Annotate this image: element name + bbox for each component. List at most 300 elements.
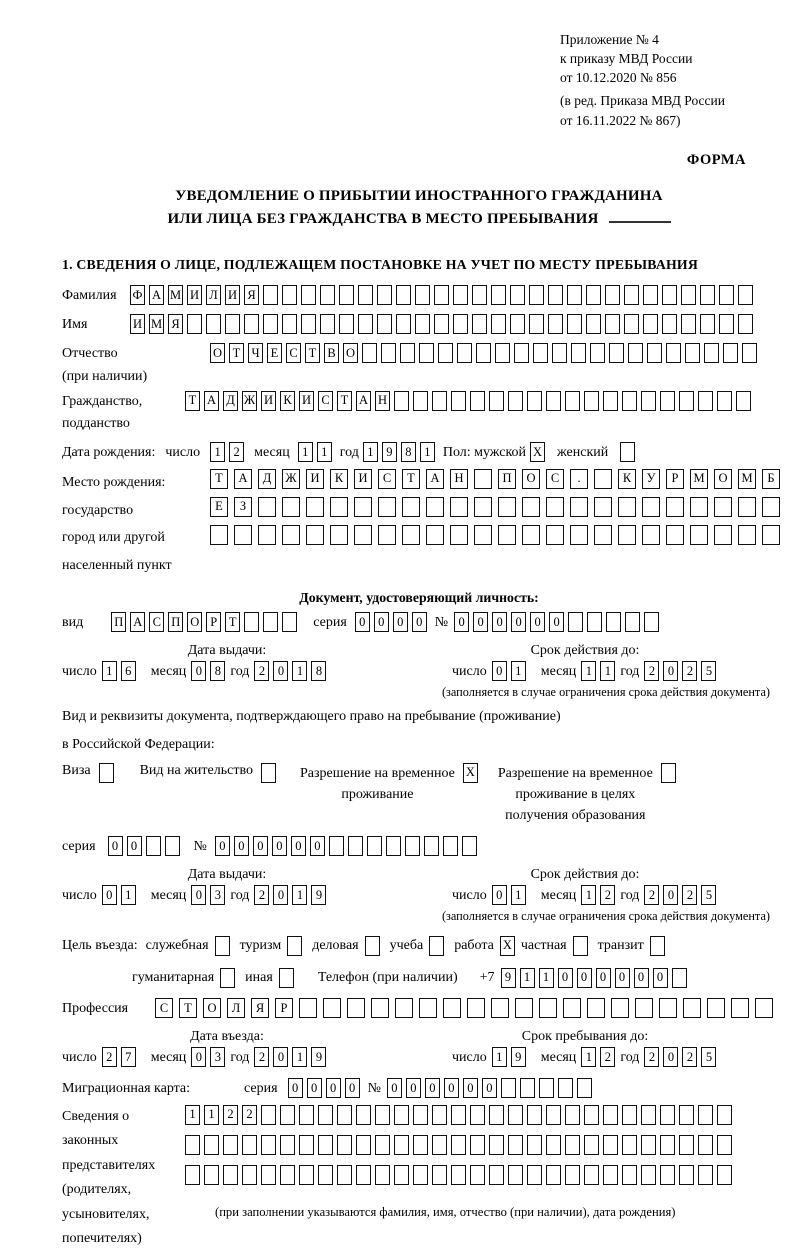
char-cell[interactable]: М: [738, 469, 756, 489]
char-cell[interactable]: [204, 1165, 219, 1185]
char-cell[interactable]: [565, 1135, 580, 1155]
char-cell[interactable]: [339, 285, 354, 305]
char-cell[interactable]: 0: [291, 836, 306, 856]
birthplace-line3-input[interactable]: [210, 525, 780, 545]
char-cell[interactable]: [261, 1105, 276, 1125]
char-cell[interactable]: А: [426, 469, 444, 489]
char-cell[interactable]: X: [530, 442, 545, 462]
char-cell[interactable]: [510, 314, 525, 334]
char-cell[interactable]: А: [149, 285, 164, 305]
char-cell[interactable]: [394, 1105, 409, 1125]
char-cell[interactable]: [356, 1165, 371, 1185]
char-cell[interactable]: 0: [272, 836, 287, 856]
char-cell[interactable]: [546, 1135, 561, 1155]
char-cell[interactable]: К: [618, 469, 636, 489]
char-cell[interactable]: [584, 1135, 599, 1155]
char-cell[interactable]: [624, 314, 639, 334]
char-cell[interactable]: [685, 343, 700, 363]
temp-permit-checkbox[interactable]: [463, 763, 478, 783]
char-cell[interactable]: [263, 314, 278, 334]
char-cell[interactable]: [594, 469, 612, 489]
char-cell[interactable]: [337, 1165, 352, 1185]
char-cell[interactable]: И: [261, 391, 276, 411]
char-cell[interactable]: [573, 936, 588, 956]
char-cell[interactable]: И: [225, 285, 240, 305]
char-cell[interactable]: 2: [644, 885, 659, 905]
char-cell[interactable]: С: [378, 469, 396, 489]
char-cell[interactable]: [146, 836, 161, 856]
char-cell[interactable]: [570, 497, 588, 517]
char-cell[interactable]: 0: [355, 612, 370, 632]
char-cell[interactable]: [548, 314, 563, 334]
char-cell[interactable]: [609, 343, 624, 363]
char-cell[interactable]: 7: [121, 1047, 136, 1067]
char-cell[interactable]: [642, 525, 660, 545]
char-cell[interactable]: 0: [273, 1047, 288, 1067]
char-cell[interactable]: [396, 314, 411, 334]
char-cell[interactable]: [318, 1105, 333, 1125]
char-cell[interactable]: 0: [425, 1078, 440, 1098]
char-cell[interactable]: [510, 285, 525, 305]
char-cell[interactable]: 0: [653, 968, 668, 988]
representatives-line1-input[interactable]: [185, 1105, 732, 1125]
char-cell[interactable]: [301, 314, 316, 334]
until-year-input[interactable]: [644, 1047, 716, 1067]
char-cell[interactable]: [386, 836, 401, 856]
char-cell[interactable]: 6: [121, 661, 136, 681]
char-cell[interactable]: [546, 497, 564, 517]
char-cell[interactable]: 0: [102, 885, 117, 905]
char-cell[interactable]: [738, 314, 753, 334]
char-cell[interactable]: 9: [311, 885, 326, 905]
char-cell[interactable]: [330, 525, 348, 545]
char-cell[interactable]: [584, 391, 599, 411]
migration-series-input[interactable]: [288, 1078, 360, 1098]
char-cell[interactable]: [470, 1105, 485, 1125]
char-cell[interactable]: [498, 497, 516, 517]
char-cell[interactable]: [402, 525, 420, 545]
char-cell[interactable]: [280, 1135, 295, 1155]
char-cell[interactable]: [498, 525, 516, 545]
char-cell[interactable]: [529, 285, 544, 305]
char-cell[interactable]: [185, 1165, 200, 1185]
char-cell[interactable]: [434, 314, 449, 334]
char-cell[interactable]: Е: [267, 343, 282, 363]
purpose-tourism-checkbox[interactable]: [287, 936, 302, 956]
sex-female-checkbox[interactable]: [620, 442, 635, 462]
char-cell[interactable]: [223, 1135, 238, 1155]
char-cell[interactable]: 5: [701, 661, 716, 681]
char-cell[interactable]: 0: [393, 612, 408, 632]
char-cell[interactable]: [204, 1135, 219, 1155]
char-cell[interactable]: [622, 1135, 637, 1155]
char-cell[interactable]: [660, 391, 675, 411]
char-cell[interactable]: [438, 343, 453, 363]
char-cell[interactable]: [565, 391, 580, 411]
char-cell[interactable]: Р: [206, 612, 221, 632]
stay-valid-month-input[interactable]: [581, 885, 615, 905]
patronymic-input[interactable]: [210, 343, 757, 363]
char-cell[interactable]: 1: [298, 442, 313, 462]
char-cell[interactable]: [282, 314, 297, 334]
char-cell[interactable]: Л: [206, 285, 221, 305]
char-cell[interactable]: [306, 525, 324, 545]
char-cell[interactable]: 0: [549, 612, 564, 632]
char-cell[interactable]: 1: [520, 968, 535, 988]
char-cell[interactable]: С: [155, 998, 173, 1018]
char-cell[interactable]: [546, 1105, 561, 1125]
char-cell[interactable]: [470, 1165, 485, 1185]
id-series-input[interactable]: [355, 612, 427, 632]
char-cell[interactable]: [567, 314, 582, 334]
char-cell[interactable]: [552, 343, 567, 363]
char-cell[interactable]: 8: [210, 661, 225, 681]
char-cell[interactable]: [472, 314, 487, 334]
entry-year-input[interactable]: [254, 1047, 326, 1067]
char-cell[interactable]: [618, 497, 636, 517]
char-cell[interactable]: С: [318, 391, 333, 411]
char-cell[interactable]: [679, 391, 694, 411]
birthplace-line2-input[interactable]: [210, 497, 780, 517]
char-cell[interactable]: 0: [273, 885, 288, 905]
char-cell[interactable]: [605, 314, 620, 334]
char-cell[interactable]: [508, 1165, 523, 1185]
char-cell[interactable]: [546, 525, 564, 545]
until-day-input[interactable]: [492, 1047, 526, 1067]
char-cell[interactable]: [375, 1105, 390, 1125]
char-cell[interactable]: 1: [292, 885, 307, 905]
char-cell[interactable]: 0: [108, 836, 123, 856]
char-cell[interactable]: X: [463, 763, 478, 783]
char-cell[interactable]: Т: [185, 391, 200, 411]
char-cell[interactable]: С: [286, 343, 301, 363]
char-cell[interactable]: [666, 525, 684, 545]
char-cell[interactable]: 2: [229, 442, 244, 462]
char-cell[interactable]: [258, 525, 276, 545]
char-cell[interactable]: [415, 314, 430, 334]
char-cell[interactable]: Ф: [130, 285, 145, 305]
char-cell[interactable]: [299, 998, 317, 1018]
char-cell[interactable]: 0: [663, 885, 678, 905]
char-cell[interactable]: [348, 836, 363, 856]
char-cell[interactable]: [628, 343, 643, 363]
char-cell[interactable]: А: [234, 469, 252, 489]
char-cell[interactable]: Т: [225, 612, 240, 632]
char-cell[interactable]: [622, 391, 637, 411]
char-cell[interactable]: 0: [577, 968, 592, 988]
char-cell[interactable]: [378, 497, 396, 517]
char-cell[interactable]: [622, 1105, 637, 1125]
char-cell[interactable]: [690, 497, 708, 517]
char-cell[interactable]: [244, 612, 259, 632]
char-cell[interactable]: [165, 836, 180, 856]
char-cell[interactable]: 0: [387, 1078, 402, 1098]
char-cell[interactable]: [606, 612, 621, 632]
char-cell[interactable]: [323, 998, 341, 1018]
char-cell[interactable]: 1: [121, 885, 136, 905]
char-cell[interactable]: [419, 998, 437, 1018]
char-cell[interactable]: [282, 497, 300, 517]
char-cell[interactable]: 0: [215, 836, 230, 856]
char-cell[interactable]: [223, 1165, 238, 1185]
char-cell[interactable]: [451, 1135, 466, 1155]
char-cell[interactable]: 0: [288, 1078, 303, 1098]
char-cell[interactable]: [679, 1165, 694, 1185]
char-cell[interactable]: Т: [337, 391, 352, 411]
char-cell[interactable]: Р: [666, 469, 684, 489]
char-cell[interactable]: Н: [375, 391, 390, 411]
char-cell[interactable]: 0: [234, 836, 249, 856]
char-cell[interactable]: [489, 391, 504, 411]
char-cell[interactable]: 1: [581, 885, 596, 905]
char-cell[interactable]: А: [356, 391, 371, 411]
stay-valid-day-input[interactable]: [492, 885, 526, 905]
char-cell[interactable]: [453, 314, 468, 334]
char-cell[interactable]: [546, 391, 561, 411]
char-cell[interactable]: 1: [581, 661, 596, 681]
char-cell[interactable]: Т: [179, 998, 197, 1018]
char-cell[interactable]: [375, 1165, 390, 1185]
char-cell[interactable]: [563, 998, 581, 1018]
char-cell[interactable]: 0: [473, 612, 488, 632]
char-cell[interactable]: [660, 1105, 675, 1125]
char-cell[interactable]: 0: [310, 836, 325, 856]
char-cell[interactable]: [603, 1165, 618, 1185]
char-cell[interactable]: А: [130, 612, 145, 632]
char-cell[interactable]: [522, 497, 540, 517]
char-cell[interactable]: [413, 1165, 428, 1185]
char-cell[interactable]: В: [324, 343, 339, 363]
representatives-line2-input[interactable]: [185, 1135, 732, 1155]
char-cell[interactable]: [717, 1135, 732, 1155]
char-cell[interactable]: И: [187, 285, 202, 305]
birth-day-input[interactable]: [210, 442, 244, 462]
char-cell[interactable]: [717, 1165, 732, 1185]
char-cell[interactable]: 0: [596, 968, 611, 988]
char-cell[interactable]: [742, 343, 757, 363]
char-cell[interactable]: 0: [307, 1078, 322, 1098]
char-cell[interactable]: [443, 998, 461, 1018]
char-cell[interactable]: [738, 525, 756, 545]
stay-issue-month-input[interactable]: [191, 885, 225, 905]
char-cell[interactable]: [400, 343, 415, 363]
surname-input[interactable]: [130, 285, 753, 305]
char-cell[interactable]: [394, 391, 409, 411]
char-cell[interactable]: [443, 836, 458, 856]
char-cell[interactable]: [666, 497, 684, 517]
char-cell[interactable]: [635, 998, 653, 1018]
char-cell[interactable]: [586, 314, 601, 334]
char-cell[interactable]: [474, 497, 492, 517]
char-cell[interactable]: 0: [482, 1078, 497, 1098]
char-cell[interactable]: [280, 1165, 295, 1185]
char-cell[interactable]: Т: [229, 343, 244, 363]
char-cell[interactable]: .: [570, 469, 588, 489]
purpose-official-checkbox[interactable]: [215, 936, 230, 956]
char-cell[interactable]: [185, 1135, 200, 1155]
char-cell[interactable]: [546, 1165, 561, 1185]
char-cell[interactable]: [234, 525, 252, 545]
char-cell[interactable]: З: [234, 497, 252, 517]
char-cell[interactable]: [567, 285, 582, 305]
char-cell[interactable]: [714, 497, 732, 517]
char-cell[interactable]: [719, 285, 734, 305]
char-cell[interactable]: 0: [463, 1078, 478, 1098]
char-cell[interactable]: 1: [204, 1105, 219, 1125]
char-cell[interactable]: Б: [762, 469, 780, 489]
stay-number-input[interactable]: [215, 836, 477, 856]
char-cell[interactable]: [508, 1135, 523, 1155]
birth-year-input[interactable]: [363, 442, 435, 462]
id-issue-day-input[interactable]: [102, 661, 136, 681]
char-cell[interactable]: [320, 314, 335, 334]
char-cell[interactable]: [622, 1165, 637, 1185]
char-cell[interactable]: [432, 1135, 447, 1155]
char-cell[interactable]: 1: [292, 1047, 307, 1067]
entry-day-input[interactable]: [102, 1047, 136, 1067]
char-cell[interactable]: [413, 1135, 428, 1155]
stay-series-input[interactable]: [108, 836, 180, 856]
char-cell[interactable]: [371, 998, 389, 1018]
stay-issue-day-input[interactable]: [102, 885, 136, 905]
char-cell[interactable]: Ч: [248, 343, 263, 363]
char-cell[interactable]: [474, 525, 492, 545]
char-cell[interactable]: 0: [412, 612, 427, 632]
char-cell[interactable]: [378, 525, 396, 545]
char-cell[interactable]: [347, 998, 365, 1018]
char-cell[interactable]: [489, 1135, 504, 1155]
char-cell[interactable]: [527, 391, 542, 411]
char-cell[interactable]: 0: [127, 836, 142, 856]
char-cell[interactable]: [527, 1135, 542, 1155]
char-cell[interactable]: [337, 1135, 352, 1155]
char-cell[interactable]: [527, 1105, 542, 1125]
char-cell[interactable]: [306, 497, 324, 517]
char-cell[interactable]: [413, 1105, 428, 1125]
char-cell[interactable]: [354, 497, 372, 517]
char-cell[interactable]: [662, 314, 677, 334]
id-issue-month-input[interactable]: [191, 661, 225, 681]
char-cell[interactable]: П: [498, 469, 516, 489]
char-cell[interactable]: 0: [345, 1078, 360, 1098]
char-cell[interactable]: [318, 1165, 333, 1185]
char-cell[interactable]: [470, 391, 485, 411]
char-cell[interactable]: [491, 285, 506, 305]
char-cell[interactable]: [611, 998, 629, 1018]
purpose-business-checkbox[interactable]: [365, 936, 380, 956]
char-cell[interactable]: [282, 285, 297, 305]
char-cell[interactable]: [432, 391, 447, 411]
char-cell[interactable]: [489, 1105, 504, 1125]
char-cell[interactable]: 5: [701, 885, 716, 905]
char-cell[interactable]: 5: [701, 1047, 716, 1067]
char-cell[interactable]: 0: [406, 1078, 421, 1098]
char-cell[interactable]: [605, 285, 620, 305]
char-cell[interactable]: М: [168, 285, 183, 305]
char-cell[interactable]: 8: [311, 661, 326, 681]
char-cell[interactable]: Ж: [242, 391, 257, 411]
char-cell[interactable]: [362, 343, 377, 363]
char-cell[interactable]: [539, 1078, 554, 1098]
char-cell[interactable]: [533, 343, 548, 363]
char-cell[interactable]: [755, 998, 773, 1018]
char-cell[interactable]: 2: [682, 661, 697, 681]
id-number-input[interactable]: [454, 612, 659, 632]
char-cell[interactable]: [451, 1165, 466, 1185]
char-cell[interactable]: [762, 497, 780, 517]
char-cell[interactable]: X: [500, 936, 515, 956]
char-cell[interactable]: [620, 442, 635, 462]
char-cell[interactable]: А: [204, 391, 219, 411]
char-cell[interactable]: [215, 936, 230, 956]
char-cell[interactable]: [641, 1105, 656, 1125]
char-cell[interactable]: [738, 285, 753, 305]
birthplace-line1-input[interactable]: [210, 469, 780, 489]
char-cell[interactable]: 0: [444, 1078, 459, 1098]
char-cell[interactable]: [683, 998, 701, 1018]
char-cell[interactable]: 0: [492, 661, 507, 681]
char-cell[interactable]: М: [149, 314, 164, 334]
char-cell[interactable]: [643, 285, 658, 305]
char-cell[interactable]: [548, 285, 563, 305]
purpose-work-checkbox[interactable]: [500, 936, 515, 956]
char-cell[interactable]: [330, 497, 348, 517]
char-cell[interactable]: [339, 314, 354, 334]
char-cell[interactable]: [462, 836, 477, 856]
char-cell[interactable]: [426, 525, 444, 545]
char-cell[interactable]: [415, 285, 430, 305]
char-cell[interactable]: [698, 1135, 713, 1155]
char-cell[interactable]: Ж: [282, 469, 300, 489]
edu-permit-checkbox[interactable]: [661, 763, 676, 783]
char-cell[interactable]: 1: [511, 661, 526, 681]
char-cell[interactable]: [704, 343, 719, 363]
char-cell[interactable]: У: [642, 469, 660, 489]
char-cell[interactable]: 0: [615, 968, 630, 988]
char-cell[interactable]: 9: [511, 1047, 526, 1067]
char-cell[interactable]: [367, 836, 382, 856]
char-cell[interactable]: [434, 285, 449, 305]
char-cell[interactable]: [318, 1135, 333, 1155]
char-cell[interactable]: 2: [682, 885, 697, 905]
char-cell[interactable]: [590, 343, 605, 363]
char-cell[interactable]: [565, 1105, 580, 1125]
char-cell[interactable]: Д: [258, 469, 276, 489]
char-cell[interactable]: Е: [210, 497, 228, 517]
char-cell[interactable]: [568, 612, 583, 632]
char-cell[interactable]: [263, 612, 278, 632]
char-cell[interactable]: 9: [311, 1047, 326, 1067]
char-cell[interactable]: 0: [663, 1047, 678, 1067]
char-cell[interactable]: [522, 525, 540, 545]
char-cell[interactable]: [99, 763, 114, 783]
char-cell[interactable]: [337, 1105, 352, 1125]
char-cell[interactable]: [258, 497, 276, 517]
char-cell[interactable]: [282, 525, 300, 545]
char-cell[interactable]: [451, 391, 466, 411]
char-cell[interactable]: 0: [191, 661, 206, 681]
char-cell[interactable]: О: [343, 343, 358, 363]
char-cell[interactable]: [641, 1165, 656, 1185]
char-cell[interactable]: [661, 763, 676, 783]
char-cell[interactable]: [690, 525, 708, 545]
char-cell[interactable]: [356, 1105, 371, 1125]
char-cell[interactable]: Т: [402, 469, 420, 489]
phone-input[interactable]: [501, 968, 687, 988]
char-cell[interactable]: [565, 1165, 580, 1185]
char-cell[interactable]: [603, 1135, 618, 1155]
char-cell[interactable]: 9: [382, 442, 397, 462]
